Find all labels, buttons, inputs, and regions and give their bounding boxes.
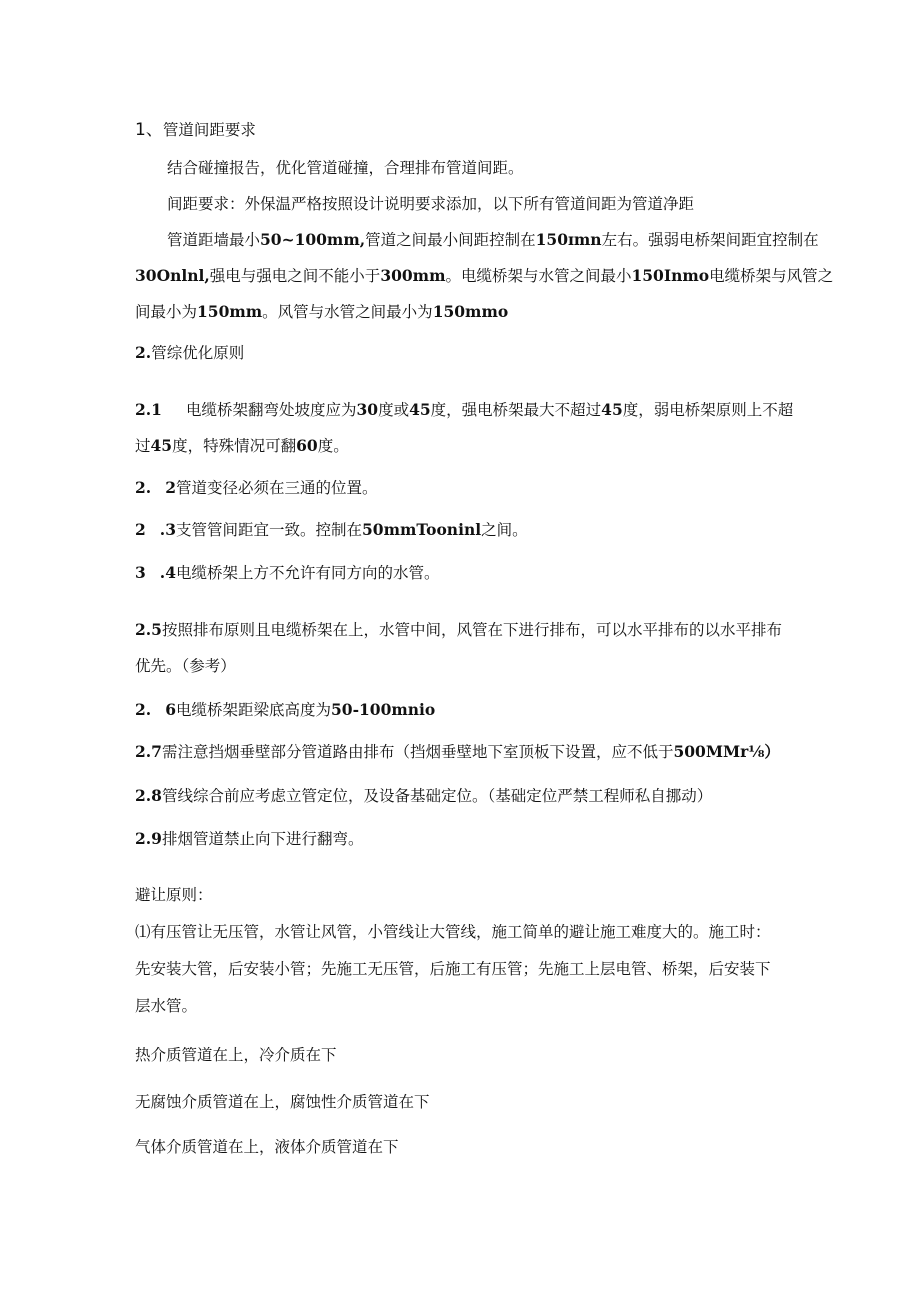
value-run: 150mm xyxy=(197,302,263,321)
value-run: 50-100mnio xyxy=(331,700,436,719)
section-1-heading xyxy=(135,120,256,140)
text-run: 管道变径必须在三通的位置。 xyxy=(175,479,378,497)
item-number-suffix: .3 xyxy=(159,520,176,539)
text-run: 强电与强电之间不能小于 xyxy=(209,267,381,285)
item-number: 2. xyxy=(135,700,152,719)
section-1-title: 管道间距要求 xyxy=(162,121,256,139)
rule-gas-liquid: 气体介质管道在上，液体介质管道在下 xyxy=(135,1138,399,1156)
text-run: 。电缆桥架与水管之间最小 xyxy=(445,267,632,285)
item-number: 2.1 xyxy=(135,400,162,419)
value-run: 30Onlnl, xyxy=(135,266,210,285)
item-number: 2.7 xyxy=(135,742,162,761)
item-2-5-line-2: 优先。（参考） xyxy=(135,657,236,675)
text-run: 电缆桥架翻弯处坡度应为 xyxy=(185,401,357,419)
section-2-heading xyxy=(135,343,244,363)
text-run: 电缆桥架与风管之 xyxy=(709,267,834,285)
value-run: 30 xyxy=(356,400,379,419)
avoidance-rule-line-2: 先安装大管，后安装小管；先施工无压管，后施工有压管；先施工上层电管、桥架，后安装下 xyxy=(135,960,771,978)
rule-corrosive: 无腐蚀介质管道在上，腐蚀性介质管道在下 xyxy=(135,1093,430,1111)
text-run: 度，特殊情况可翻 xyxy=(172,437,297,455)
paragraph-clearance-line-1 xyxy=(167,230,819,250)
value-run: 50~100mm, xyxy=(260,230,366,249)
value-run: 500MMr⅛） xyxy=(673,742,780,761)
item-number: 2.9 xyxy=(135,829,162,848)
item-2-2 xyxy=(135,478,378,498)
item-number: 2. xyxy=(135,478,152,497)
section-2-number: 2. xyxy=(135,343,152,362)
text-run: 需注意挡烟垂壁部分管道路由排布（挡烟垂壁地下室顶板下设置，应不低于 xyxy=(161,743,674,761)
text-run: 管线综合前应考虑立管定位，及设备基础定位。（基础定位严禁工程师私自挪动） xyxy=(161,787,713,805)
text-run: 之间。 xyxy=(481,521,528,539)
item-number-suffix: .4 xyxy=(159,563,176,582)
text-run: 左右。强弱电桥架间距宜控制在 xyxy=(601,231,819,249)
item-number: 2.5 xyxy=(135,620,162,639)
text-run: 度或 xyxy=(378,401,410,419)
text-run: 管道之间最小间距控制在 xyxy=(365,231,536,249)
item-2-3 xyxy=(135,520,528,540)
text-run: 管道距墙最小 xyxy=(167,231,261,249)
paragraph-spacing-requirement: 间距要求：外保温严格按照设计说明要求添加，以下所有管道间距为管道净距 xyxy=(167,195,695,213)
text-run: 度。 xyxy=(317,437,349,455)
section-3-title: 避让原则： xyxy=(135,886,213,904)
avoidance-rule-line-3: 层水管。 xyxy=(135,997,198,1015)
value-run: 150Inmo xyxy=(631,266,710,285)
item-2-8 xyxy=(135,786,712,806)
text-run: 过 xyxy=(135,437,151,455)
value-run: 300mm xyxy=(380,266,446,285)
value-run: 60 xyxy=(296,436,318,455)
value-run: 50mmTooninl xyxy=(362,520,482,539)
value-run: 45 xyxy=(150,436,173,455)
item-2-9 xyxy=(135,829,363,849)
text-run: 电缆桥架上方不允许有同方向的水管。 xyxy=(175,564,440,582)
item-2-6 xyxy=(135,700,435,720)
item-2-1-line-2 xyxy=(135,436,349,456)
item-2-7 xyxy=(135,742,780,762)
avoidance-rule-line-1: ⑴有压管让无压管，水管让风管，小管线让大管线，施工简单的避让施工难度大的。施工时： xyxy=(135,923,771,941)
value-run: 45 xyxy=(409,400,431,419)
item-number-suffix: 2 xyxy=(165,478,176,497)
value-run: 150ɪmn xyxy=(535,230,602,249)
paragraph-clearance-line-3 xyxy=(135,302,508,322)
item-2-4 xyxy=(135,563,440,583)
text-run: 支管管间距宜一致。控制在 xyxy=(175,521,362,539)
item-number: 2 xyxy=(135,520,146,539)
text-run: 间最小为 xyxy=(135,303,198,321)
rule-hot-cold: 热介质管道在上，冷介质在下 xyxy=(135,1046,337,1064)
paragraph-clearance-line-2 xyxy=(135,266,833,286)
item-number-suffix: 6 xyxy=(165,700,176,719)
section-1-number: 1、 xyxy=(135,120,163,140)
text-run: 。风管与水管之间最小为 xyxy=(262,303,433,321)
text-run: 度，强电桥架最大不超过 xyxy=(430,401,602,419)
text-run: 排烟管道禁止向下进行翻弯。 xyxy=(161,830,364,848)
value-run: 45 xyxy=(601,400,623,419)
section-2-title: 管综优化原则 xyxy=(151,344,245,362)
paragraph-collision: 结合碰撞报告，优化管道碰撞，合理排布管道间距。 xyxy=(167,159,524,177)
item-2-5-line-1 xyxy=(135,620,782,640)
text-run: 按照排布原则且电缆桥架在上，水管中间，风管在下进行排布，可以水平排布的以水平排布 xyxy=(161,621,782,639)
item-number: 3 xyxy=(135,563,146,582)
item-2-1-line-1 xyxy=(135,400,793,420)
value-run: 150mmo xyxy=(432,302,509,321)
text-run: 度，弱电桥架原则上不超 xyxy=(622,401,794,419)
item-number: 2.8 xyxy=(135,786,162,805)
text-run: 电缆桥架距梁底高度为 xyxy=(175,701,331,719)
